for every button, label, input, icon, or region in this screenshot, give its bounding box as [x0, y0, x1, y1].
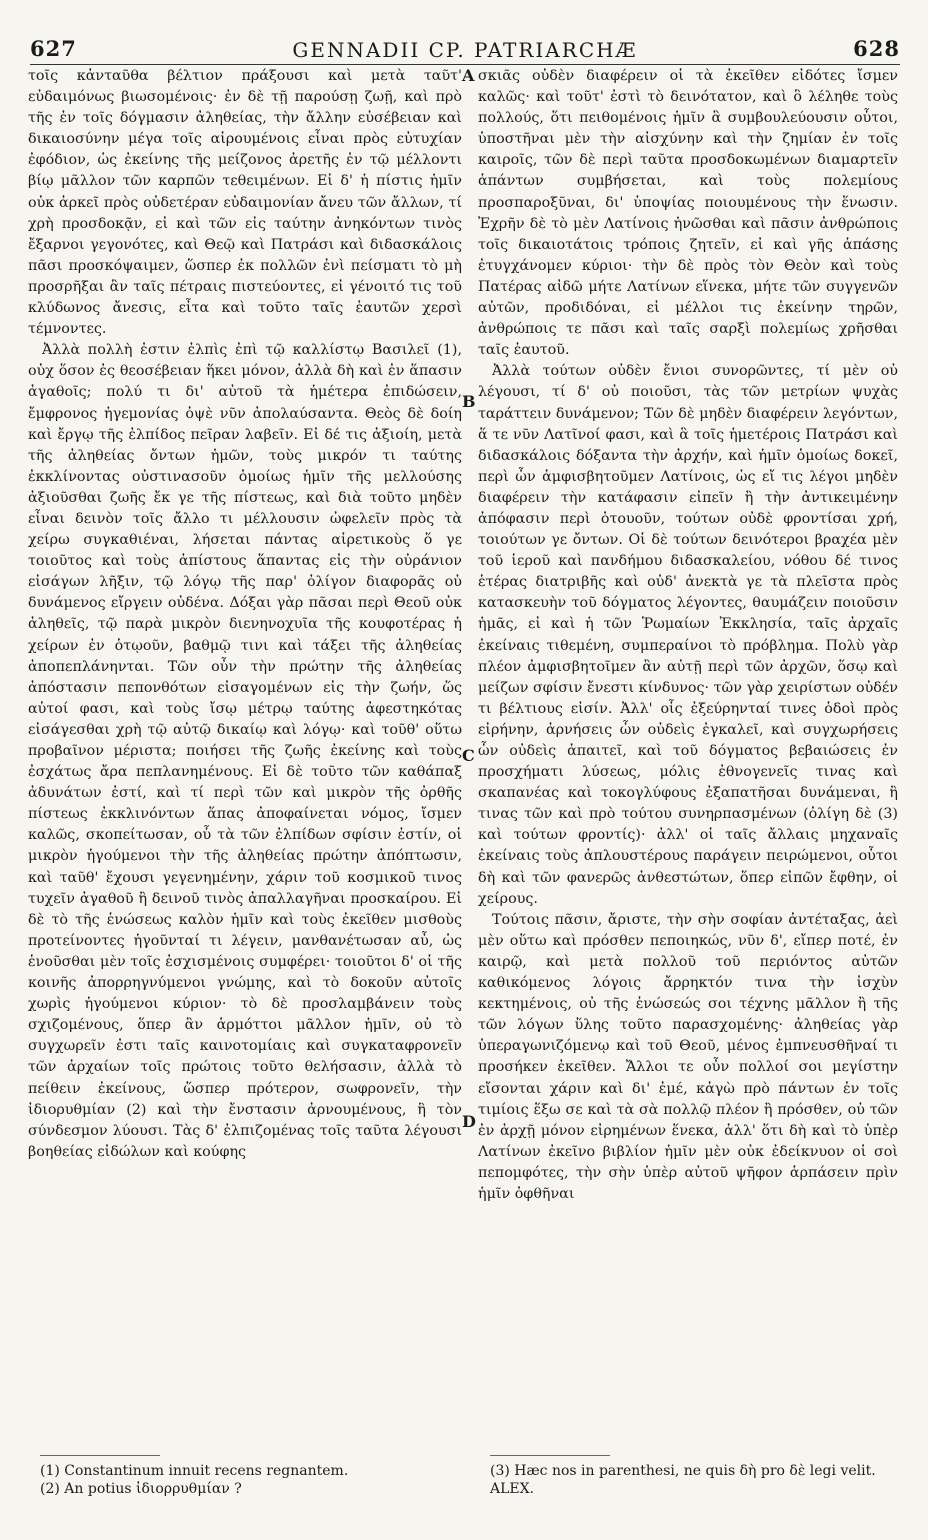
- left-text-column: [28, 66, 462, 1441]
- paragraph: Τούτοις πᾶσιν, ἄριστε, τὴν σὴν σοφίαν ἀντέταξας, ἀεὶ μὲν οὕτω καὶ πρόσθεν πεποιηκώς, νῦν δ', εἴπερ ποτέ, ἐν καιρῷ, καὶ μετὰ πολλοῦ τοῦ περιόντος αὐτῶν καθικόμενος λόγοις ἄρρηκτόν τινα τὴν ἰσχὺν κεκτημένοις, οὐ τῆς ἑνώσεώς σοι τέχνης μᾶλλον ἢ τῆς τῶν λόγων ὕλης τοῦτο παρασχομένης· ἀληθείας γὰρ ὑπεραγωνιζόμενῳ καὶ τοῦ Θεοῦ, μένος ἐμπνευσθῆναί τι προσήκεν ἐκεῖθεν. Ἄλλοι τε οὖν πολλοί σοι μεγίστην εἴσονται χάριν καὶ δι' ἐμέ, κἀγὼ πρὸ πάντων ἐν τοῖς τιμίοις ἕξω σε καὶ τὰ σὰ πολλῷ πλέον ἢ πρόσθεν, οὐ τῶν ἐν ἀρχῇ μόνον εἰρημένων ἕνεκα, ἀλλ' ὅτι δὴ καὶ τὸ ὑπὲρ Λατίνων ἐκεῖνο βιβλίον ἡμῖν μὲν οὐκ ἐδείκνυον οἱ σοὶ πεπομφότες, τὴν σὴν ὑπὲρ αὐτοῦ ψῆφον ἁρπάσειν πρὶν ἡμῖν ὀφθῆναι: [478, 911, 898, 1202]
- margin-marker-d: D: [462, 1112, 476, 1131]
- paragraph: τοῖς κἀνταῦθα βέλτιον πράξουσι καὶ μετὰ ταῦτ' εὐδαιμόνως βιωσομένοις· ἐν δὲ τῇ παρούσῃ ζωῇ, καὶ πρὸ τῆς ἐν τοῖς δόγμασιν ἀληθείας, τὴν ἄλλην εὐσέβειαν καὶ δικαιοσύνην μέγα τοῖς αἱρουμένοις εἶναι πρὸς εὐτυχίαν ἐφόδιον, ὡς ἐκείνης τῆς μείζονος ἀρετῆς ἐν τῷ μέλλοντι βίῳ μᾶλλον τῶν καρπῶν τεθειμένων. Εἰ δ' ἡ πίστις ἡμῖν οὐκ ἀρκεῖ πρὸς οὐδετέραν εὐδαιμονίαν ἄνευ τῶν ἄλλων, τί χρὴ προσδοκᾷν, εἰ καὶ τῶν εἰς ταύτην ἀνηκόντων τινὸς ἔξαρνοι γεγονότες, καὶ Θεῷ καὶ Πατράσι καὶ διδασκάλοις πᾶσι προσκόψαιμεν, ὥσπερ ἐκ πολλῶν ἐνὶ πείσματι τὸ μὴ προσρῆξαι ἂν ταῖς πέτραις πιστεύοντες, εἰ γένοιτό τις τοῦ κλύδωνος ἄνεσις, εἶτα καὶ τοῦτο ταῖς ἑαυτῶν χερσὶ τέμνοντες.: [28, 68, 462, 338]
- paragraph: Ἀλλὰ τούτων οὐδὲν ἔνιοι συνορῶντες, τί μὲν οὐ λέγουσι, τί δ' οὐ ποιοῦσι, τὰς τῶν μετρίων ψυχὰς ταράττειν δυνάμενον; Τῶν δὲ μηδὲν διαφέρειν λεγόντων, ἅ τε νῦν Λατῖνοί φασι, καὶ ἃ τοῖς ἡμετέροις Πατράσι καὶ διδασκάλοις δόξαντα τὴν ἀρχήν, καὶ ἡμῖν ὁμοίως δοκεῖ, περὶ ὧν ἀμφισβητοῦμεν Λατίνοις, ὡς εἴ τις λέγοι μηδὲν διαφέρειν τὴν κατάφασιν εἰπεῖν ἢ τὴν ἀντικειμένην ἀπόφασιν περὶ ὁτουοῦν, τούτων οὐδὲ φροντίσαι χρή, τοιούτων γε ὄντων. Οἱ δὲ τούτων δεινότεροι βραχέα μὲν τοῦ ἱεροῦ καὶ πανδήμου διδασκαλείου, νόθου δέ τινος ἑτέρας διατριβῆς καὶ οὐδ' ἀνεκτὰ γε τὰ πλεῖστα πρὸς κατασκευὴν τοῦ δόγματος λέγοντες, θαυμάζειν ποιοῦσιν ἡμᾶς, εἰ καὶ ἡ τῶν Ῥωμαίων Ἐκκλησία, ταῖς ἀρχαῖς ἐκείναις τιθεμένη, συμπεραίνοι τὸ πρόβλημα. Πολὺ γὰρ πλέον ἀμφισβητοῖμεν ἂν αὐτῇ περὶ τῶν ἀρχῶν, ὅσῳ καὶ μείζων σφίσιν ἔνεστι κίνδυνος· τῶν γὰρ χειρίστων οὐδέν τι βέλτιους εἰσίν. Ἀλλ' οἷς ἐξεύρηνταί τινες ὁδοὶ πρὸς εἰρήνην, ἀρνήσεις ὧν οὐδεὶς ἐγκαλεῖ, καὶ συγχωρήσεις ὧν οὐδεὶς ἀπαιτεῖ, καὶ τοῦ δόγματος βεβαιώσεις ἐν προσχήματι λύσεως, μόλις ἐθνογενεῖς τινας καὶ σκαπανέας καὶ τοκογλύφους ἐξαπατῆσαι δυνάμεναι, ἢ τινας τῶν καὶ πρὸ τούτου συνηρπασμένων (ὀλίγη δὲ (3) καὶ τούτων φροντίς)· ἀλλ' οἱ ταῖς ἄλλαις μηχαναῖς ἐκείναις τοὺς ἁπλουστέρους παράγειν πειρώμενοι, οὗτοι δὴ καὶ τῶν φανερῶς ἀνθεστώτων, ὅπερ εἰπῶν ἔφθην, οἱ χείρους.: [478, 363, 898, 907]
- footnotes-left: [40, 1462, 460, 1498]
- margin-marker-b: B: [462, 392, 476, 411]
- paragraph: σκιᾶς οὐδὲν διαφέρειν οἱ τὰ ἐκεῖθεν εἰδότες ἴσμεν καλῶς· καὶ τοῦτ' ἐστὶ τὸ δεινότατον, καὶ ὃ λέληθε τοὺς πολλούς, ὅτι πειθομένοις ἡμῖν ἃ συμβουλεύουσιν οὗτοι, ὑποστῆναι μὲν τὴν αἰσχύνην καὶ τὴν ζημίαν ἐν τοῖς καιροῖς, τῶν δὲ περὶ ταῦτα προσδοκωμένων διαμαρτεῖν ἁπάντων συμβήσεται, καὶ τοὺς πολεμίους προσπαροξῦναι, δι' ὑποψίας ποιουμένους τὴν ἕνωσιν. Ἐχρῆν δὲ τὸ μὲν Λατίνοις ἡνῶσθαι καὶ πᾶσιν ἀνθρώποις τοῖς δικαιοτάτοις τρόποις ζητεῖν, εἰ καὶ γῆς ἁπάσης ἐτυγχάνομεν κύριοι· τὴν δὲ πρὸς τὸν Θεὸν καὶ τοὺς Πατέρας αἰδῶ μήτε Λατίνων εἵνεκα, μήτε τῶν συγγενῶν αὐτῶν, προδιδόναι, εἰ μέλλοι τις ἐκείνην τηρῶν, ἀνθρώποις τε πᾶσι καὶ ταῖς σαρξὶ πολεμίως χρῆσθαι ταῖς ἑαυτοῦ.: [478, 68, 898, 359]
- page-header: [30, 34, 900, 65]
- paragraph: Ἀλλὰ πολλὴ ἐστιν ἐλπὶς ἐπὶ τῷ καλλίστῳ Βασιλεῖ (1), οὐχ ὅσον ἐς θεοσέβειαν ἥκει μόνον, ἀλλὰ δὴ καὶ ἐν ἅπασιν ἀγαθοῖς; πολύ τι δι' αὐτοῦ τὰ ἡμέτερα ἐπιδώσειν, ἔμφρονος ἡγεμονίας ὀψὲ νῦν ἀπολαύσαντα. Θεὸς δὲ δοίη καὶ ἔργῳ τῆς ἐλπίδος πεῖραν λαβεῖν. Εἰ δέ τις ἀξιοίη, μετὰ τῆς ἀληθείας ὄντων ἡμῶν, τοὺς μικρόν τι ταύτης ἐκκλίνοντας οὐστινασοῦν ὁμοίως ἡμῖν τῆς μελλούσης ἀξιοῦσθαι ζωῆς ἔκ γε τῆς πίστεως, καὶ διὰ τοῦτο μηδὲν εἶναι δεινὸν τοῖς ἄλλο τι μέλλουσιν ὠφελεῖν πρὸς τὰ χείρω συγκαθιέναι, λήσεται πάντας αἱρετικοὺς ὅ γε τοιοῦτος καὶ τοὺς ἀπίστους ἅπαντας εἰς τὴν οὐράνιον εἰσάγων λῆξιν, τῷ λόγῳ τῆς παρ' ὀλίγον διαφορᾶς οὐ δυνάμενος εἴργειν οὐδένα. Δόξαι γὰρ πᾶσαι περὶ Θεοῦ οὐκ ἀληθεῖς, τῷ παρὰ μικρὸν διενηνοχυῖα τῆς κουφοτέρας ἡ χείρων ἐν ὁτῳοῦν, βαθμῷ τινι καὶ τάξει τῆς ἀληθείας ἀποπεπλάνηνται. Τῶν οὖν τὴν πρώτην τῆς ἀληθείας ἀπόστασιν πεπονθότων εἰσαγομένων εἰς τὴν ζωήν, ὥς αὐτοί φασι, καὶ τοὺς ἴσῳ μέτρῳ ταύτης ἀφεστηκότας εἰσάγεσθαι χρὴ τῷ αὐτῷ δικαίῳ καὶ λόγῳ· καὶ τοῦθ' οὕτω προβαῖνον μέριστα; ποιήσει τῆς ζωῆς ἐκείνης καὶ τοὺς ἐσχάτως ἄρα πεπλανημένους. Εἰ δὲ τοῦτο τῶν καθάπαξ ἀδυνάτων ἐστί, καὶ τί περὶ τῶν καὶ μικρὸν τῆς ὀρθῆς πίστεως ἐκκλινόντων ἅπας ἀποφαίνεται νόμος, ἴσμεν καλῶς, σκοπείτωσαν, οὗ τὰ τῶν ἐλπίδων σφίσιν ἐστίν, οἱ μικρὸν ἡγούμενοι τὴν τῆς ἀληθείας πρώτην ἀπόπτωσιν, καὶ ταῦθ' ἔχουσι γεγενημένην, χάριν τοῦ κοσμικοῦ τινος τυχεῖν ἀγαθοῦ ἢ δεινοῦ τινὸς ἀπαλλαγῆναι προσκαίρου. Εἰ δὲ τὸ τῆς ἑνώσεως καλὸν ἡμῖν καὶ τοὺς ἐκεῖθεν μισθοὺς προτείνοντες ἡγοῦνταί τι λέγειν, μανθανέτωσαν αὖ, ὡς ἑνοῦσθαι μὲν τοῖς ἐσχισμένοις συμφέρει· τοιοῦτοι δ' οἱ τῆς κοινῆς ἀπορρηγνύμενοι γνώμης, καὶ τὸ δοκοῦν αὐτοῖς χωρὶς ἡγούμενοι κύριον· τὸ δὲ προσλαμβάνειν τοὺς σχιζομένους, ὅπερ ἂν ἁρμόττοι μᾶλλον ἡμῖν, οὐ τὸ συγχωρεῖν ἐστι ταῖς καινοτομίαις καὶ συγκαταφρονεῖν τῶν ἀρχαίων τοῖς πρώτοις τοῦτο θελήσασιν, ἀλλὰ τὸ πείθειν ἐκείνους, ὥσπερ πρότερον, σωφρονεῖν, τὴν ἰδιορυθμίαν (2) καὶ τὴν ἔνστασιν ἀρνουμένους, ἣ τὸν σύνδεσμον λύουσι. Τὰς δ' ἐλπιζομένας τοῖς ταῦτα λέγουσι βοηθείας εἰδώλων καὶ κούφης: [28, 342, 462, 1160]
- page-number-right: 628: [853, 36, 900, 61]
- margin-marker-a: A: [462, 66, 475, 85]
- footnotes-right: [490, 1462, 900, 1498]
- footnote-2: (2) An potius ἰδιορρυθμίαν ?: [40, 1481, 242, 1497]
- right-text-column: [478, 66, 898, 1441]
- footnote-rule-right: [490, 1455, 610, 1456]
- page-number-left: 627: [30, 36, 77, 61]
- footnote-3: (3) Hæc nos in parenthesi, ne quis δὴ pro δὲ legi velit. ALEX.: [490, 1463, 876, 1497]
- running-title: GENNADII CP. PATRIARCHÆ: [292, 38, 638, 62]
- footnote-1: (1) Constantinum innuit recens regnantem.: [40, 1463, 349, 1479]
- footnote-rule-left: [40, 1455, 160, 1456]
- margin-marker-c: C: [462, 746, 475, 765]
